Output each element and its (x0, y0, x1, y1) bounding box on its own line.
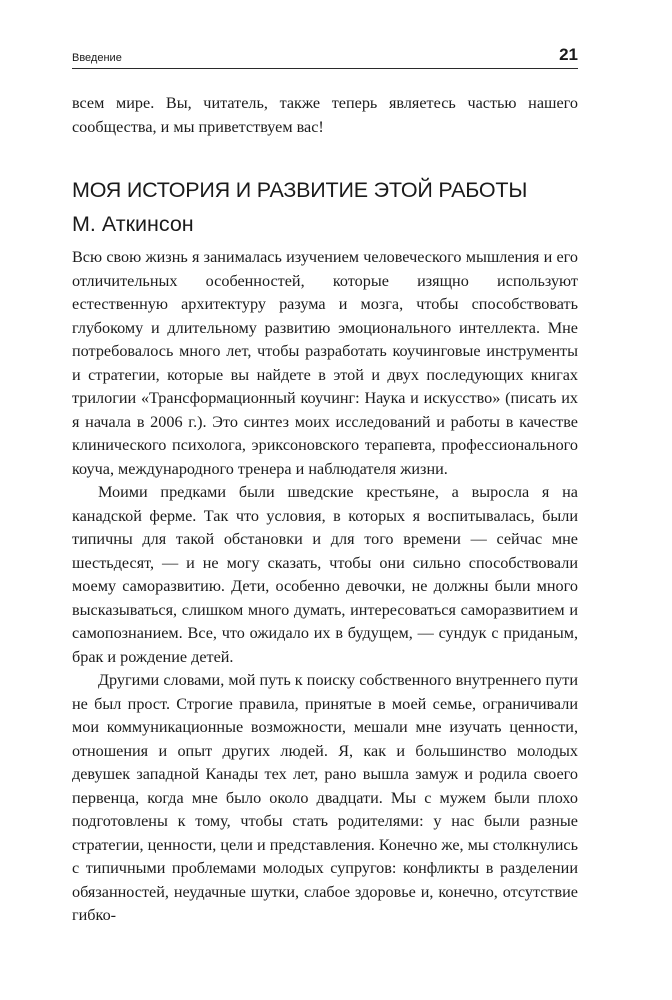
book-page (72, 0, 578, 1000)
running-header (72, 46, 578, 69)
page-number: 21 (559, 45, 578, 64)
article-body (72, 246, 578, 928)
intro-paragraph: всем мире. Вы, читатель, также теперь являетесь частью нашего сообщества, и мы приветствуем вас! (72, 94, 578, 136)
section-author: М. Аткинсон (72, 212, 194, 236)
paragraph-3: Другими словами, мой путь к поиску собственного внутреннего пути не был прост. Строгие правила, принятые в моей семье, ограничивали мои коммуникационные возможности, мешали мне изучать ценности, отношения и опыт других людей. Я, как и большинство молодых девушек западной Канады тех лет, рано вышла замуж и родила своего первенца, когда мне было около двадцати. Мы с мужем были плохо подготовлены к тому, чтобы стать родителями: у нас были разные стратегии, ценности, цели и представления. Конечно же, мы столкнулись с типичными проблемами молодых супругов: конфликты в разделении обязанностей, неудачные шутки, слабое здоровье и, конечно, отсутствие гибко- (72, 671, 578, 924)
running-title: Введение (72, 52, 122, 64)
section-title: МОЯ ИСТОРИЯ И РАЗВИТИЕ ЭТОЙ РАБОТЫ (72, 178, 528, 202)
paragraph-2: Моими предками были шведские крестьяне, а выросла я на канадской ферме. Так что условия, в которых я воспитывалась, были типичны для такой обстановки и для того времени — сейчас мне шестьдесят, — и не могу сказать, чтобы они сильно способствовали моему саморазвитию. Дети, особенно девочки, не должны были много высказываться, слишком много думать, интересоваться саморазвитием и самопознанием. Все, что ожидало их в будущем, — сундук с приданым, брак и рождение детей. (72, 483, 578, 666)
paragraph-1: Всю свою жизнь я занималась изучением человеческого мышления и его отличительных особенностей, которые изящно используют естественную архитектуру разума и мозга, чтобы способствовать глубокому и длительному развитию эмоционального интеллекта. Мне потребовалось много лет, чтобы разработать коучинговые инструменты и стратегии, которые вы найдете в этой и двух последующих книгах трилогии «Трансформационный коучинг: Наука и искусство» (писать их я начала в 2006 г.). Это синтез моих исследований и работы в качестве клинического психолога, эриксоновского терапевта, профессионального коуча, международного тренера и наблюдателя жизни. (72, 248, 578, 478)
